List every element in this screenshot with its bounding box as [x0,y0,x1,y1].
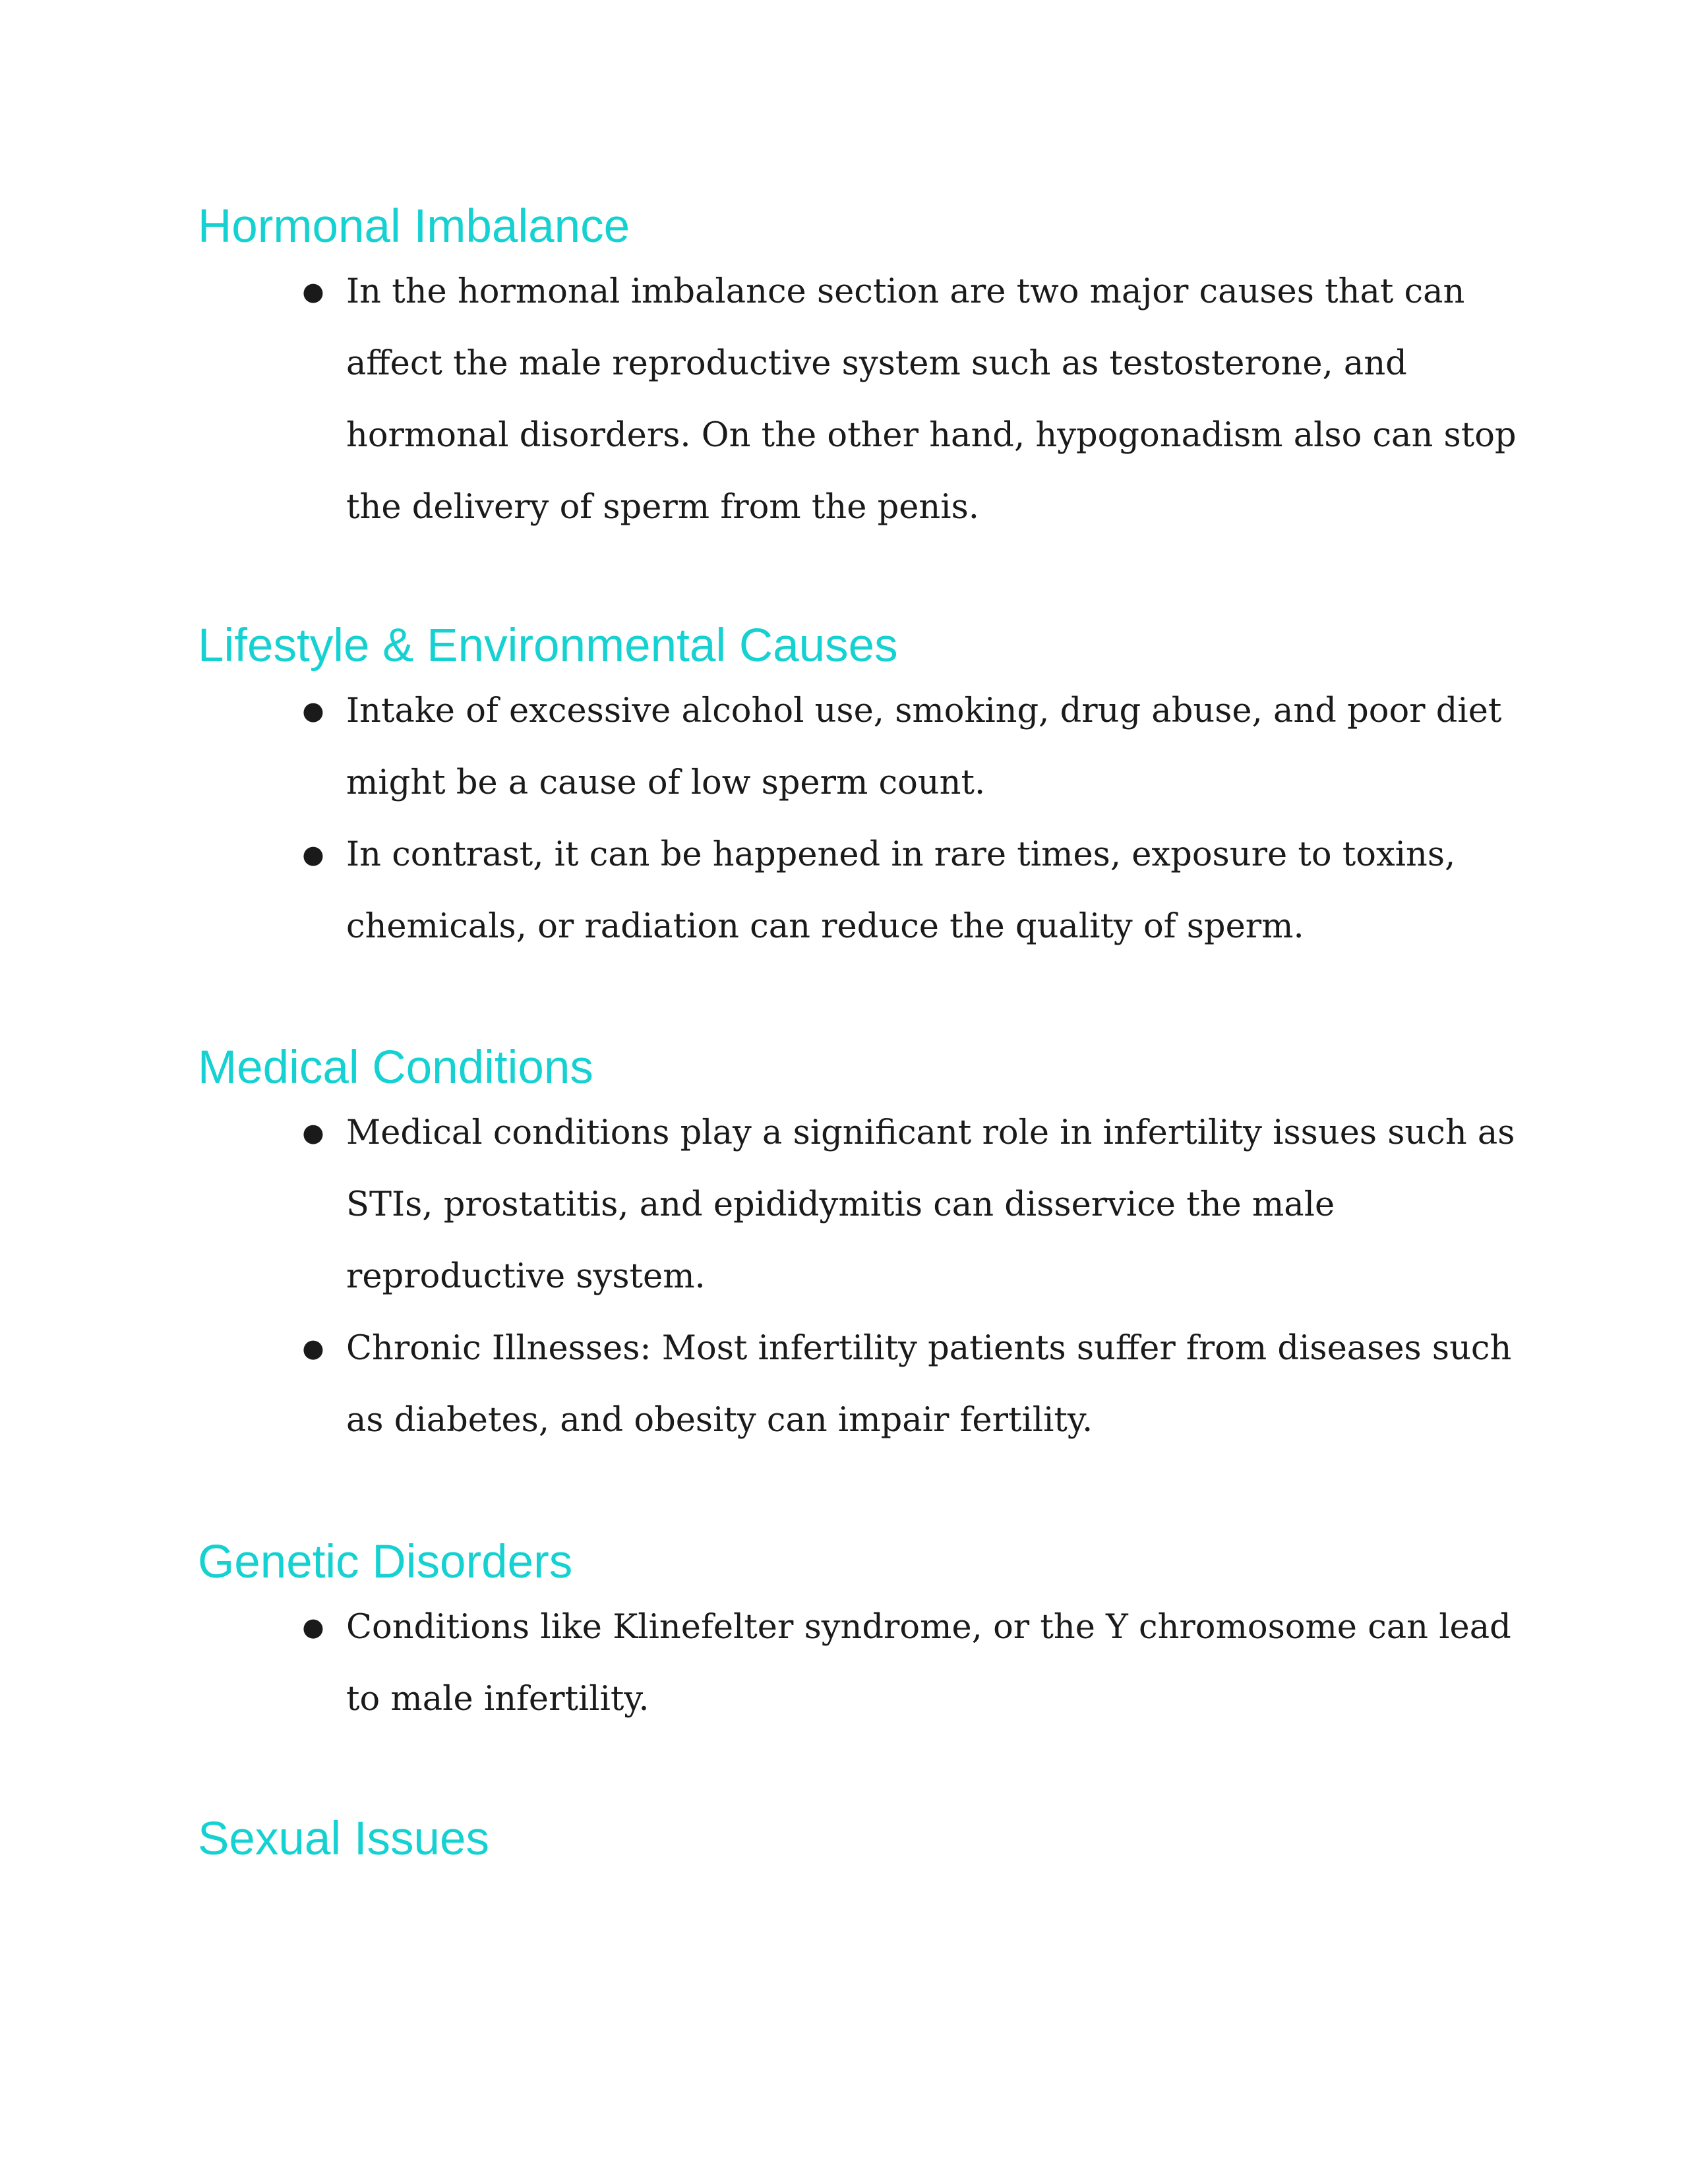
bullet-text-line: hormonal disorders. On the other hand, hypogonadism also can stop [346,416,1517,455]
section-heading: Sexual Issues [198,1813,490,1865]
bullet-item [300,1313,1512,1456]
bullet-text-line: In contrast, it can be happened in rare times, exposure to toxins, [346,835,1456,874]
bullet-list [300,1591,1511,1735]
bullet-icon: ● [302,1612,324,1641]
section-sexual-issues [198,1810,1517,1868]
section-heading: Medical Conditions [198,1042,593,1094]
bullet-icon: ● [302,1334,324,1363]
section-heading: Lifestyle & Environmental Causes [198,620,898,672]
section-heading: Hormonal Imbalance [198,200,630,252]
bullet-text-line: affect the male reproductive system such as testosterone, and [346,344,1407,383]
section-genetic-disorders [198,1533,1517,1735]
bullet-item [300,1097,1515,1313]
section-heading: Genetic Disorders [198,1536,573,1588]
section-medical-conditions [198,1039,1517,1456]
bullet-icon: ● [302,840,324,869]
bullet-text-line: might be a cause of low sperm count. [346,763,986,802]
bullet-item [300,675,1502,819]
bullet-list [300,256,1517,543]
bullet-text-line: to male infertility. [346,1680,649,1719]
bullet-item [300,819,1474,962]
bullet-list [300,1097,1515,1456]
section-lifestyle-environmental [198,617,1517,962]
bullet-text-line: Chronic Illnesses: Most infertility patients suffer from diseases such [346,1329,1512,1368]
bullet-text-line: Medical conditions play a significant role in infertility issues such as [346,1113,1515,1152]
bullet-text-line: as diabetes, and obesity can impair fertility. [346,1401,1093,1440]
bullet-text-line: Intake of excessive alcohol use, smoking, drug abuse, and poor diet [346,692,1502,730]
bullet-icon: ● [302,1118,324,1147]
bullet-list [300,675,1502,962]
bullet-text-line: reproductive system. [346,1257,706,1296]
bullet-text-line: Conditions like Klinefelter syndrome, or the Y chromosome can lead [346,1608,1511,1647]
bullet-item [300,256,1517,543]
bullet-icon: ● [302,277,324,306]
bullet-text-line: STIs, prostatitis, and epididymitis can disservice the male [346,1185,1335,1224]
bullet-text-line: the delivery of sperm from the penis. [346,488,979,527]
bullet-text-line: In the hormonal imbalance section are two major causes that can [346,272,1465,311]
bullet-icon: ● [302,696,324,725]
bullet-item [300,1591,1511,1735]
section-hormonal-imbalance [198,198,1517,543]
bullet-text-line: chemicals, or radiation can reduce the quality of sperm. [346,907,1304,946]
